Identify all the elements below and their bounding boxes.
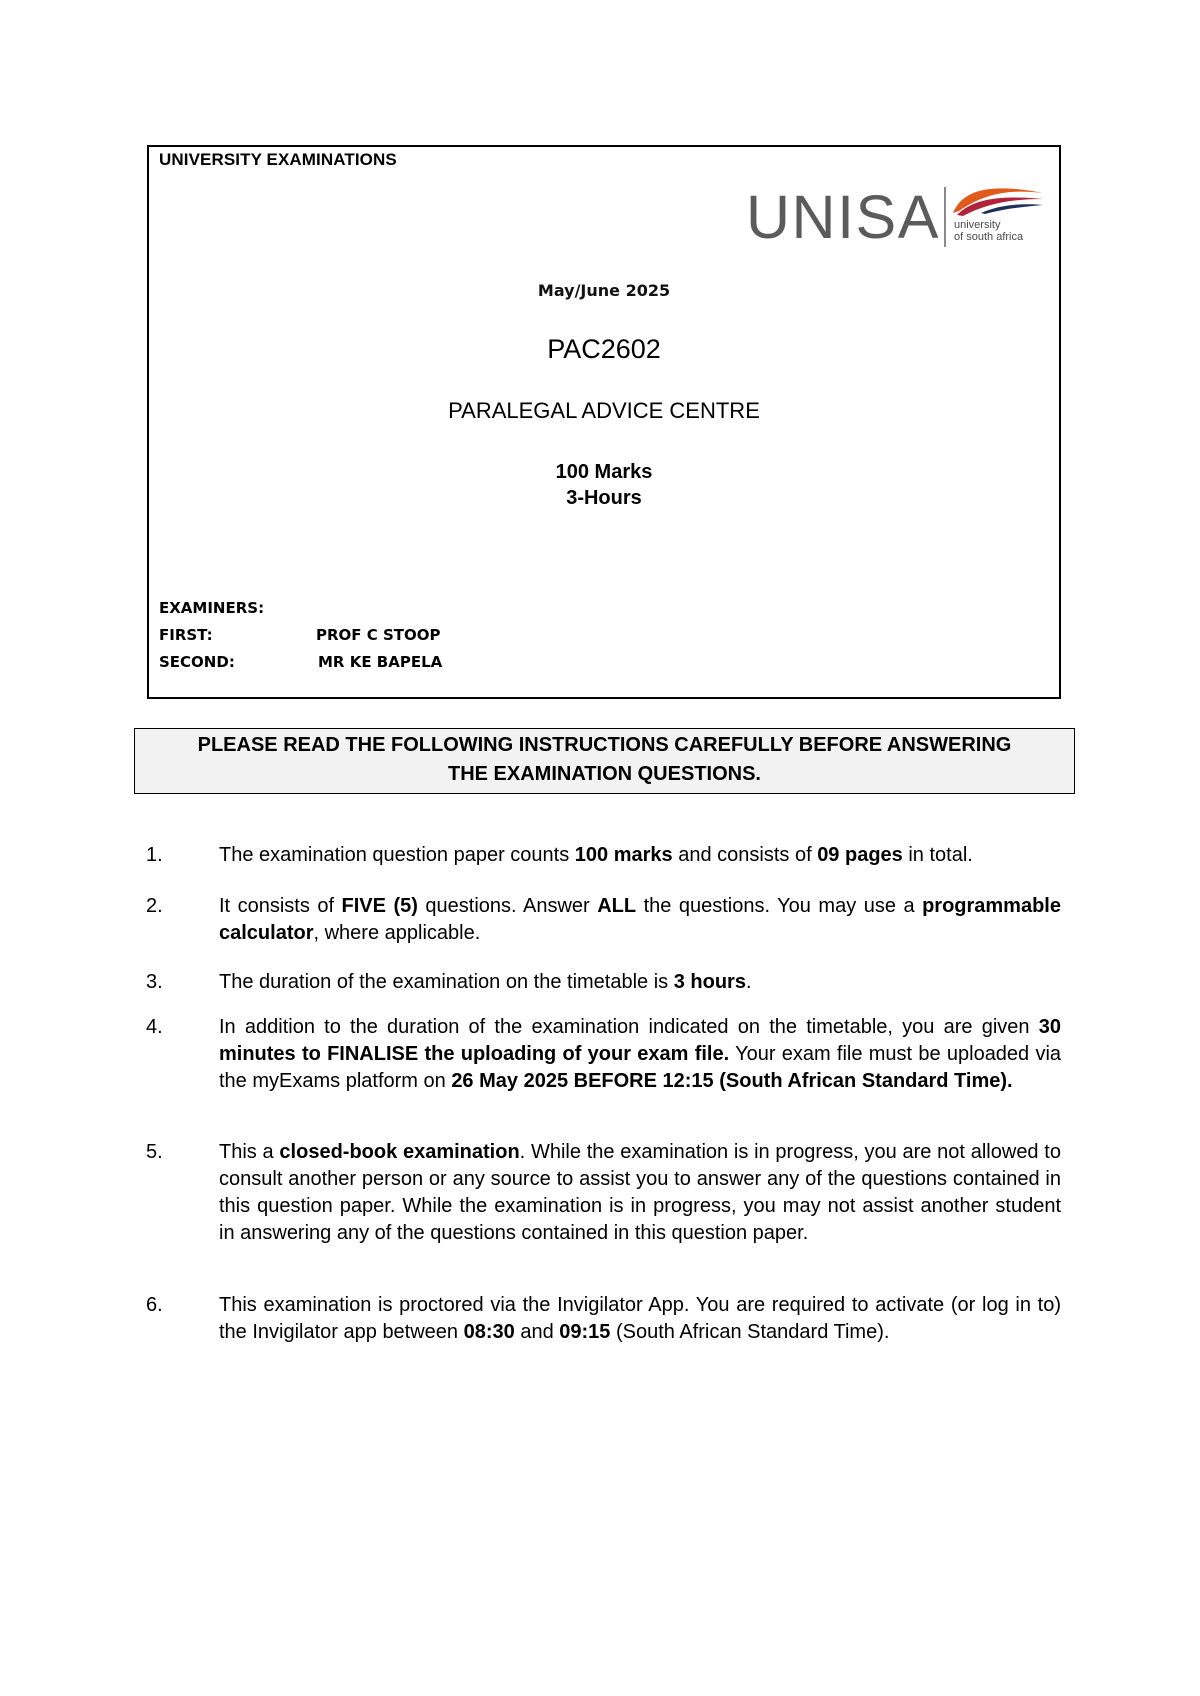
instruction-number: 1.: [146, 844, 163, 866]
instruction-text: [219, 842, 1061, 869]
instruction-text: [219, 969, 1061, 996]
instruction-bold-text: 26 May 2025 BEFORE 12:15 (South African Standard Time).: [451, 1070, 1013, 1092]
instruction-plain-text: In addition to the duration of the examination indicated on the timetable, you are given: [219, 1016, 1039, 1038]
cover-box: [147, 145, 1061, 699]
logo-subtitle-line1: university: [954, 219, 1001, 231]
instruction-bold-text: FIVE (5): [341, 895, 418, 917]
module-code: PAC2602: [547, 334, 661, 364]
instruction-plain-text: Your exam file must be uploaded via the myExams platform on: [219, 1043, 1062, 1092]
instruction-plain-text: . While the examination is in progress, you are not allowed to consult another person or any source to assist you to answer any of the questions contained in this question paper. While the examination is in progress, you may not assist another student in answering any of the questions contained in this question paper.: [219, 1141, 1061, 1244]
unisa-logo: [746, 183, 1046, 251]
instruction-number: 5.: [146, 1141, 163, 1163]
instruction-plain-text: in total.: [902, 844, 973, 866]
instruction-plain-text: and: [514, 1321, 560, 1343]
instruction-plain-text: and consists of: [672, 844, 818, 866]
university-examinations-heading: UNIVERSITY EXAMINATIONS: [159, 150, 397, 169]
instruction-text: [219, 1014, 1061, 1095]
exam-session: May/June 2025: [537, 281, 671, 300]
instruction-number: 4.: [146, 1016, 163, 1038]
instructions-banner: [134, 728, 1075, 794]
instruction-text: [219, 893, 1061, 947]
instruction-plain-text: This a: [219, 1141, 280, 1163]
instruction-number: 6.: [146, 1294, 163, 1316]
instruction-bold-text: 30 minutes to FINALISE the uploading of your exam file.: [219, 1016, 1061, 1065]
instruction-bold-text: 08:30: [463, 1321, 515, 1343]
logo-subtitle: [954, 219, 1023, 243]
module-title: PARALEGAL ADVICE CENTRE: [448, 398, 760, 423]
unisa-swoosh-icon: [951, 183, 1046, 219]
examiner-first-name: PROF C STOOP: [316, 626, 441, 644]
instruction-plain-text: the questions. You may use a: [636, 895, 923, 917]
instruction-plain-text: It consists of: [219, 895, 342, 917]
instruction-number: 2.: [146, 895, 163, 917]
instruction-plain-text: questions. Answer: [417, 895, 598, 917]
instruction-bold-text: 3 hours: [673, 971, 746, 993]
instruction-plain-text: .: [745, 971, 752, 993]
exam-duration: 3-Hours: [566, 487, 642, 509]
examiner-second-label: SECOND:: [159, 653, 235, 671]
instruction-plain-text: The examination question paper counts: [219, 844, 575, 866]
instruction-plain-text: (South African Standard Time).: [610, 1321, 890, 1343]
total-marks: 100 Marks: [555, 461, 653, 483]
instruction-bold-text: 100 marks: [574, 844, 673, 866]
instruction-bold-text: 09:15: [559, 1321, 611, 1343]
examiners-heading: EXAMINERS:: [159, 599, 265, 617]
instruction-plain-text: This examination is proctored via the Invigilator App. You are required to activate (or log in to) the Invigilator app between: [219, 1294, 1061, 1343]
logo-subtitle-line2: of south africa: [954, 231, 1024, 243]
instructions-banner-line1: PLEASE READ THE FOLLOWING INSTRUCTIONS CAREFULLY BEFORE ANSWERING: [197, 734, 1012, 756]
instruction-number: 3.: [146, 971, 163, 993]
instruction-bold-text: programmable calculator: [219, 895, 1061, 944]
unisa-logo-wordmark: UNISA: [746, 183, 940, 251]
instruction-bold-text: ALL: [597, 895, 637, 917]
instruction-plain-text: The duration of the examination on the timetable is: [219, 971, 674, 993]
instruction-text: [219, 1139, 1061, 1247]
instruction-bold-text: closed-book examination: [279, 1141, 520, 1163]
instructions-banner-line2: THE EXAMINATION QUESTIONS.: [448, 763, 761, 785]
instruction-bold-text: 09 pages: [817, 844, 903, 866]
examiner-first-label: FIRST:: [159, 626, 213, 644]
instruction-plain-text: , where applicable.: [313, 922, 481, 944]
examiner-second-name: MR KE BAPELA: [318, 653, 443, 671]
logo-divider: [944, 187, 946, 247]
instruction-text: [219, 1292, 1061, 1346]
